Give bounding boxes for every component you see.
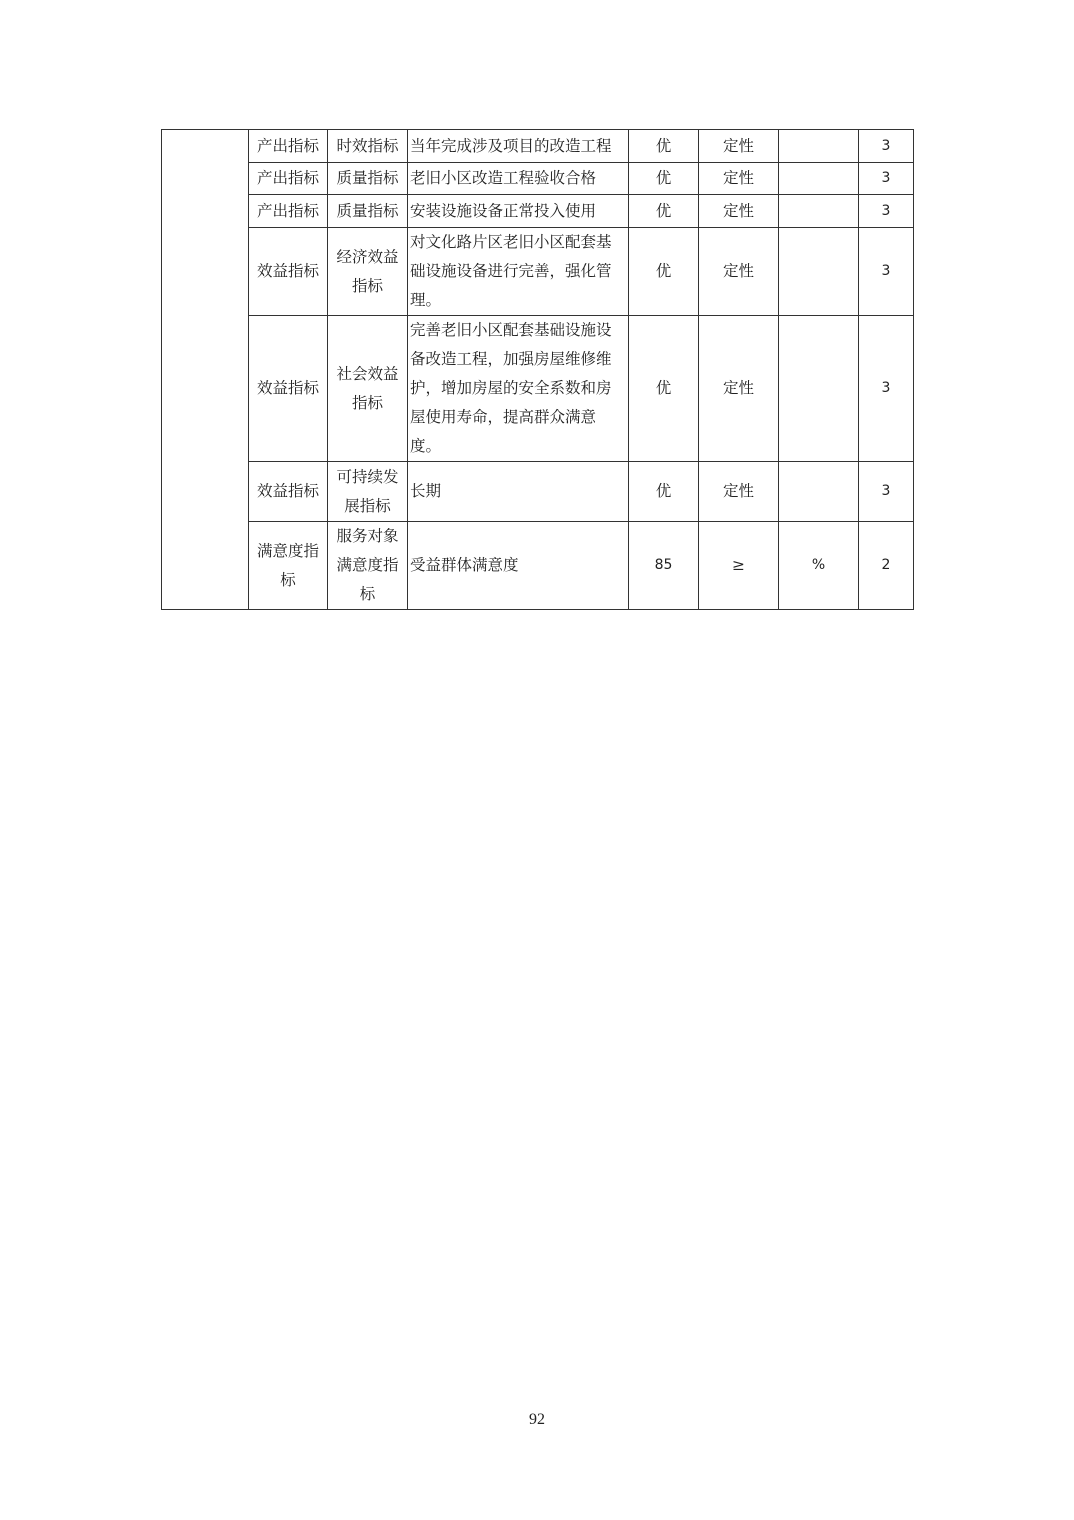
level1-indicator: 效益指标 — [249, 316, 328, 462]
table-row — [162, 228, 914, 316]
target-value: 优 — [629, 130, 699, 163]
unit — [779, 228, 859, 316]
weight: 3 — [859, 163, 914, 195]
level3-indicator: 安装设施设备正常投入使用 — [408, 195, 629, 228]
level1-indicator: 产出指标 — [249, 130, 328, 163]
unit: % — [779, 522, 859, 610]
unit — [779, 163, 859, 195]
target-value: 优 — [629, 195, 699, 228]
target-value: 优 — [629, 316, 699, 462]
target-value: 优 — [629, 163, 699, 195]
weight: 3 — [859, 228, 914, 316]
operator: 定性 — [699, 316, 779, 462]
table-row — [162, 462, 914, 522]
target-value: 优 — [629, 462, 699, 522]
operator: 定性 — [699, 228, 779, 316]
level2-indicator: 服务对象满意度指标 — [328, 522, 408, 610]
level3-indicator: 受益群体满意度 — [408, 522, 629, 610]
level3-indicator: 老旧小区改造工程验收合格 — [408, 163, 629, 195]
target-value: 85 — [629, 522, 699, 610]
page-number: 92 — [529, 1411, 545, 1428]
weight: 3 — [859, 462, 914, 522]
level2-indicator: 质量指标 — [328, 163, 408, 195]
level1-indicator: 产出指标 — [249, 163, 328, 195]
weight: 3 — [859, 316, 914, 462]
level1-indicator: 效益指标 — [249, 462, 328, 522]
unit — [779, 195, 859, 228]
table-row — [162, 195, 914, 228]
level2-indicator: 时效指标 — [328, 130, 408, 163]
level2-indicator: 可持续发展指标 — [328, 462, 408, 522]
operator: ≥ — [699, 522, 779, 610]
level1-indicator: 满意度指标 — [249, 522, 328, 610]
unit — [779, 462, 859, 522]
operator: 定性 — [699, 462, 779, 522]
level3-indicator: 长期 — [408, 462, 629, 522]
level2-indicator: 质量指标 — [328, 195, 408, 228]
table-row — [162, 163, 914, 195]
weight: 3 — [859, 195, 914, 228]
unit — [779, 316, 859, 462]
table-row — [162, 522, 914, 610]
level1-indicator: 产出指标 — [249, 195, 328, 228]
weight: 3 — [859, 130, 914, 163]
level3-indicator: 对文化路片区老旧小区配套基础设施设备进行完善，强化管理。 — [408, 228, 629, 316]
unit — [779, 130, 859, 163]
target-value: 优 — [629, 228, 699, 316]
performance-indicator-table — [161, 129, 914, 610]
level2-indicator: 经济效益指标 — [328, 228, 408, 316]
level1-indicator: 效益指标 — [249, 228, 328, 316]
weight: 2 — [859, 522, 914, 610]
operator: 定性 — [699, 195, 779, 228]
table-row — [162, 130, 914, 163]
table-row — [162, 316, 914, 462]
level2-indicator: 社会效益指标 — [328, 316, 408, 462]
operator: 定性 — [699, 130, 779, 163]
project-cell-empty — [162, 130, 249, 610]
level3-indicator: 当年完成涉及项目的改造工程 — [408, 130, 629, 163]
operator: 定性 — [699, 163, 779, 195]
level3-indicator: 完善老旧小区配套基础设施设备改造工程，加强房屋维修维护，增加房屋的安全系数和房屋使用寿命，提高群众满意度。 — [408, 316, 629, 462]
